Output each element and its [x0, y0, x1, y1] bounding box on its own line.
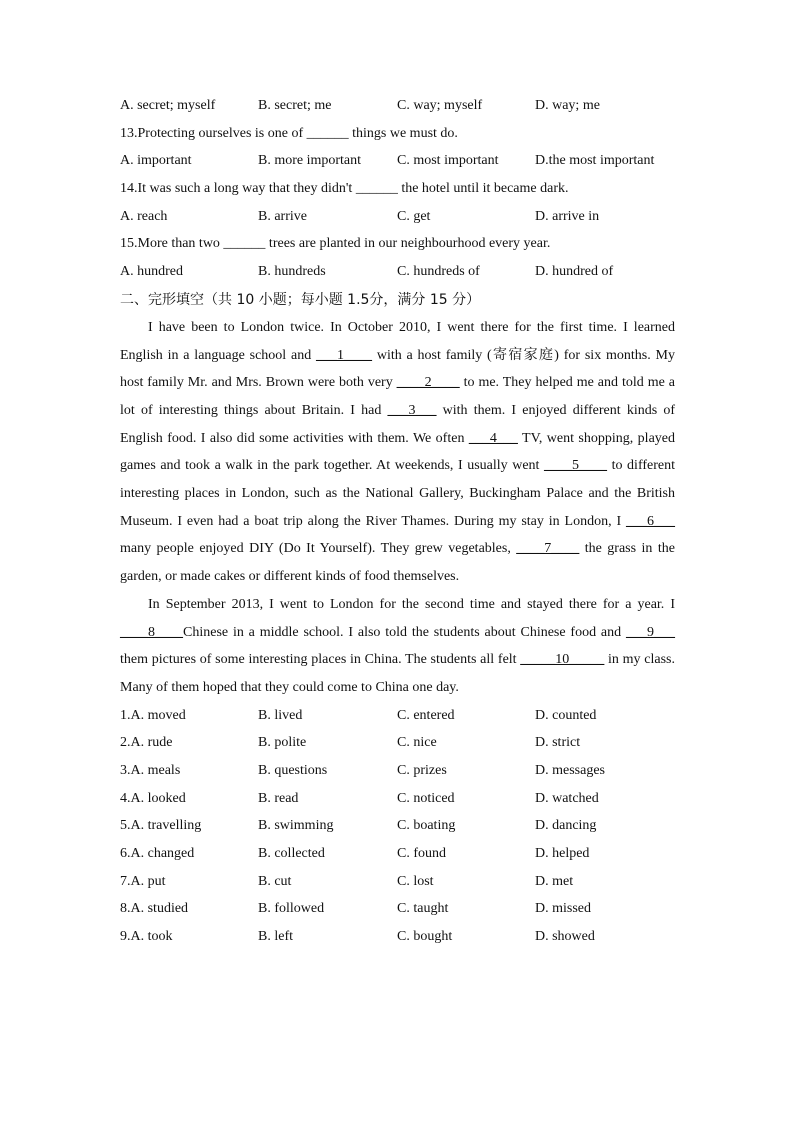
cloze-4-option-b: B. read — [258, 790, 299, 806]
cloze-options-9 — [120, 923, 675, 951]
q15-option-d: D. hundred of — [535, 264, 614, 280]
cloze-3-option-c: C. prizes — [397, 763, 447, 779]
cloze-blank-6: ___6___ — [626, 513, 675, 529]
passage-text: the grass in the garden, or made cakes or different kinds of food themselves. — [120, 541, 675, 585]
cloze-8-option-a: 8.A. studied — [120, 901, 189, 917]
passage-text: I have been to London twice. In October 2010, I went there for the first time. I learned English in a language school and — [120, 319, 675, 363]
q13-options — [120, 147, 675, 175]
cloze-options-3 — [120, 757, 675, 785]
q15-option-c: C. hundreds of — [397, 264, 480, 280]
cloze-2-option-d: D. strict — [535, 735, 581, 751]
q14-option-a: A. reach — [120, 208, 168, 224]
section-heading: 二、完形填空（共 10 小题；每小题 1.5分，满分 15 分） — [120, 291, 481, 308]
cloze-7-option-a: 7.A. put — [120, 873, 166, 889]
cloze-2-option-a: 2.A. rude — [120, 735, 173, 751]
cloze-1-option-a: 1.A. moved — [120, 707, 186, 723]
q12-options — [120, 92, 675, 120]
q15-option-a: A. hundred — [120, 264, 183, 280]
q13-option-d: D.the most important — [535, 153, 655, 169]
cloze-9-option-b: B. left — [258, 929, 293, 945]
cloze-blank-3: ___3___ — [387, 402, 437, 418]
passage-text: TV, went shopping, played games and took a walk in the park together. At weekends, I usually went — [120, 430, 675, 474]
cloze-8-option-b: B. followed — [258, 901, 325, 917]
q12-option-a: A. secret; myself — [120, 98, 216, 113]
cloze-blank-1: ___1____ — [316, 347, 373, 363]
cloze-1-option-b: B. lived — [258, 707, 303, 723]
q14-option-b: B. arrive — [258, 208, 307, 224]
cloze-4-option-c: C. noticed — [397, 790, 455, 806]
q14-option-d: D. arrive in — [535, 208, 600, 224]
q14-stem: 14.It was such a long way that they didn't ______ the hotel until it became dark. — [120, 181, 569, 197]
cloze-5-option-b: B. swimming — [258, 818, 334, 834]
cloze-options-8 — [120, 895, 675, 923]
passage-text: to different interesting places in London, such as the National Gallery, Buckingham Palace and the British Museum. I even had a boat trip along the River Thames. During my stay in London, I — [120, 458, 675, 529]
cloze-2-option-b: B. polite — [258, 735, 307, 751]
cloze-options-6 — [120, 840, 675, 868]
exam-page — [120, 92, 675, 951]
q12-option-b: B. secret; me — [258, 98, 332, 113]
cloze-1-option-c: C. entered — [397, 707, 455, 723]
cloze-6-option-c: C. found — [397, 846, 446, 862]
q13-option-b: B. more important — [258, 153, 362, 169]
cloze-6-option-a: 6.A. changed — [120, 846, 195, 862]
cloze-1-option-d: D. counted — [535, 707, 597, 723]
cloze-blank-5: ____5____ — [544, 458, 608, 474]
q15-options — [120, 258, 675, 286]
cloze-3-option-a: 3.A. meals — [120, 763, 181, 779]
cloze-8-option-d: D. missed — [535, 901, 591, 917]
cloze-9-option-d: D. showed — [535, 929, 595, 945]
cloze-7-option-c: C. lost — [397, 873, 434, 889]
cloze-blank-4: ___4___ — [468, 430, 518, 446]
cloze-options-2 — [120, 729, 675, 757]
q15-stem: 15.More than two ______ trees are planted in our neighbourhood every year. — [120, 236, 551, 252]
cloze-options-4 — [120, 785, 675, 813]
cloze-7-option-d: D. met — [535, 873, 574, 889]
passage-text: Chinese in a middle school. I also told the students about Chinese food and — [183, 624, 626, 640]
passage-text: In September 2013, I went to London for the second time and stayed there for a year. I — [148, 596, 675, 612]
q13-option-c: C. most important — [397, 153, 499, 169]
cloze-3-option-b: B. questions — [258, 763, 328, 779]
cloze-options-7 — [120, 868, 675, 896]
cloze-8-option-c: C. taught — [397, 901, 449, 917]
passage-text: with a host family (寄宿家庭) for six months. My host family Mr. and Mrs. Brown were both very — [120, 347, 675, 391]
passage-text: them pictures of some interesting places in China. The students all felt — [120, 652, 521, 668]
cloze-blank-7: ____7____ — [516, 541, 580, 557]
q13-stem: 13.Protecting ourselves is one of ______ things we must do. — [120, 125, 458, 141]
cloze-blank-8: ____8____ — [120, 624, 183, 640]
cloze-6-option-d: D. helped — [535, 846, 590, 862]
cloze-9-option-c: C. bought — [397, 929, 453, 945]
cloze-5-option-d: D. dancing — [535, 818, 597, 834]
cloze-5-option-a: 5.A. travelling — [120, 818, 202, 834]
passage-text: in my class. Many of them hoped that they could come to China one day. — [120, 652, 675, 695]
cloze-3-option-d: D. messages — [535, 763, 605, 779]
cloze-blank-9: ___9___ — [626, 624, 675, 640]
passage-paragraph-1 — [120, 314, 675, 591]
passage-paragraph-2 — [120, 591, 675, 702]
cloze-6-option-b: B. collected — [258, 846, 325, 862]
cloze-blank-10: _____10_____ — [520, 652, 605, 668]
q14-options — [120, 203, 675, 231]
cloze-7-option-b: B. cut — [258, 873, 292, 889]
cloze-5-option-c: C. boating — [397, 818, 456, 834]
q15-option-b: B. hundreds — [258, 264, 326, 280]
passage-text: to me. They helped me and told me a lot of interesting things about Britain. I had — [120, 375, 675, 418]
cloze-4-option-d: D. watched — [535, 790, 599, 806]
q12-option-d: D. way; me — [535, 98, 600, 113]
passage-text: many people enjoyed DIY (Do It Yourself). They grew vegetables, — [120, 541, 517, 557]
passage-text: with them. I enjoyed different kinds of English food. I also did some activities with them. We often — [120, 402, 675, 446]
cloze-options-1 — [120, 702, 675, 730]
q13-option-a: A. important — [120, 153, 192, 169]
cloze-4-option-a: 4.A. looked — [120, 790, 186, 806]
q14-option-c: C. get — [397, 208, 431, 224]
cloze-blank-2: ____2____ — [396, 375, 460, 391]
cloze-2-option-c: C. nice — [397, 735, 437, 751]
q12-option-c: C. way; myself — [397, 98, 483, 113]
cloze-9-option-a: 9.A. took — [120, 929, 173, 945]
cloze-options-5 — [120, 812, 675, 840]
